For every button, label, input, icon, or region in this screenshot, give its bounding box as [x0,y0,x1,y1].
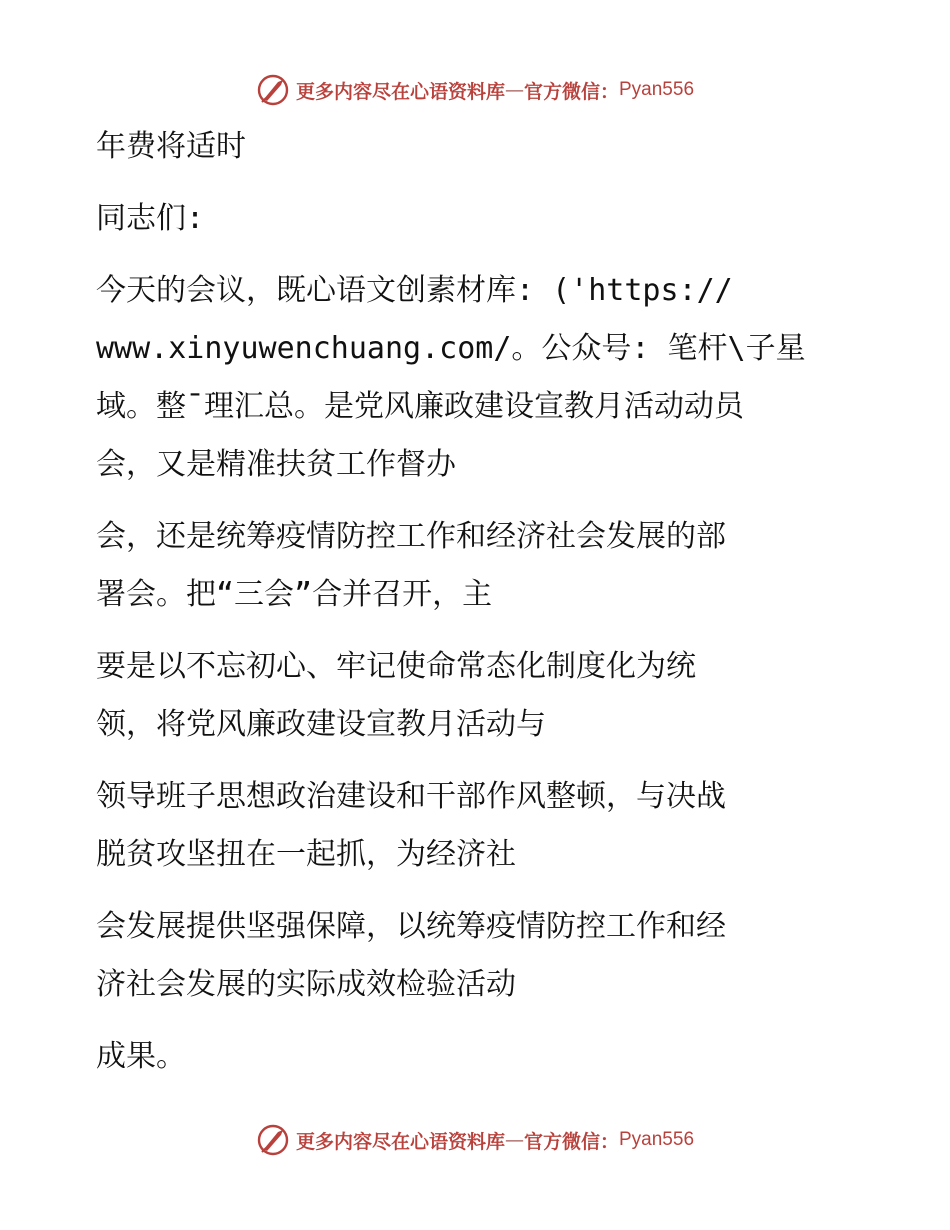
banner-text: 更多内容尽在心语资料库 [295,1130,505,1153]
footer-banner [0,1120,950,1160]
text-line: 济社会发展的实际成效检验活动 [96,967,516,1002]
text-line: 署会。把“三会”合并召开，主 [96,577,493,612]
banner-wechat-label: 官方微信： [523,80,619,103]
banner-wechat-id: Pyan556 [619,1129,695,1150]
text-line: 领导班子思想政治建设和干部作风整顿，与决战 [96,779,726,814]
banner-wechat-label: 官方微信： [523,1130,619,1153]
banner-separator: — [504,79,524,101]
text-line: 域。整¯理汇总。是党风廉政建设宣教月活动动员 [96,389,745,424]
banner-separator: — [504,1129,524,1151]
text-line: 同志们: [96,201,205,236]
quill-pen-icon [256,73,290,107]
quill-pen-icon [256,1123,290,1157]
text-line: www.xinyuwenchuang.com/。公众号: 笔杆\子星 [96,331,806,366]
text-line: 成果。 [96,1039,186,1074]
text-line: 要是以不忘初心、牢记使命常态化制度化为统 [96,649,696,684]
text-line: 脱贫攻坚扭在一起抓，为经济社 [96,837,516,872]
banner-text: 更多内容尽在心语资料库 [295,80,505,103]
text-line: 今天的会议，既心语文创素材库: ('https:// [96,273,733,308]
text-line: 会，还是统筹疫情防控工作和经济社会发展的部 [96,519,726,554]
text-line: 年费将适时 [96,129,246,164]
text-line: 领，将党风廉政建设宣教月活动与 [96,707,546,742]
document-body [96,118,836,1086]
banner-wechat-id: Pyan556 [619,79,695,100]
header-banner [0,70,950,110]
text-line: 会，又是精准扶贫工作督办 [96,447,456,482]
text-line: 会发展提供坚强保障，以统筹疫情防控工作和经 [96,909,726,944]
